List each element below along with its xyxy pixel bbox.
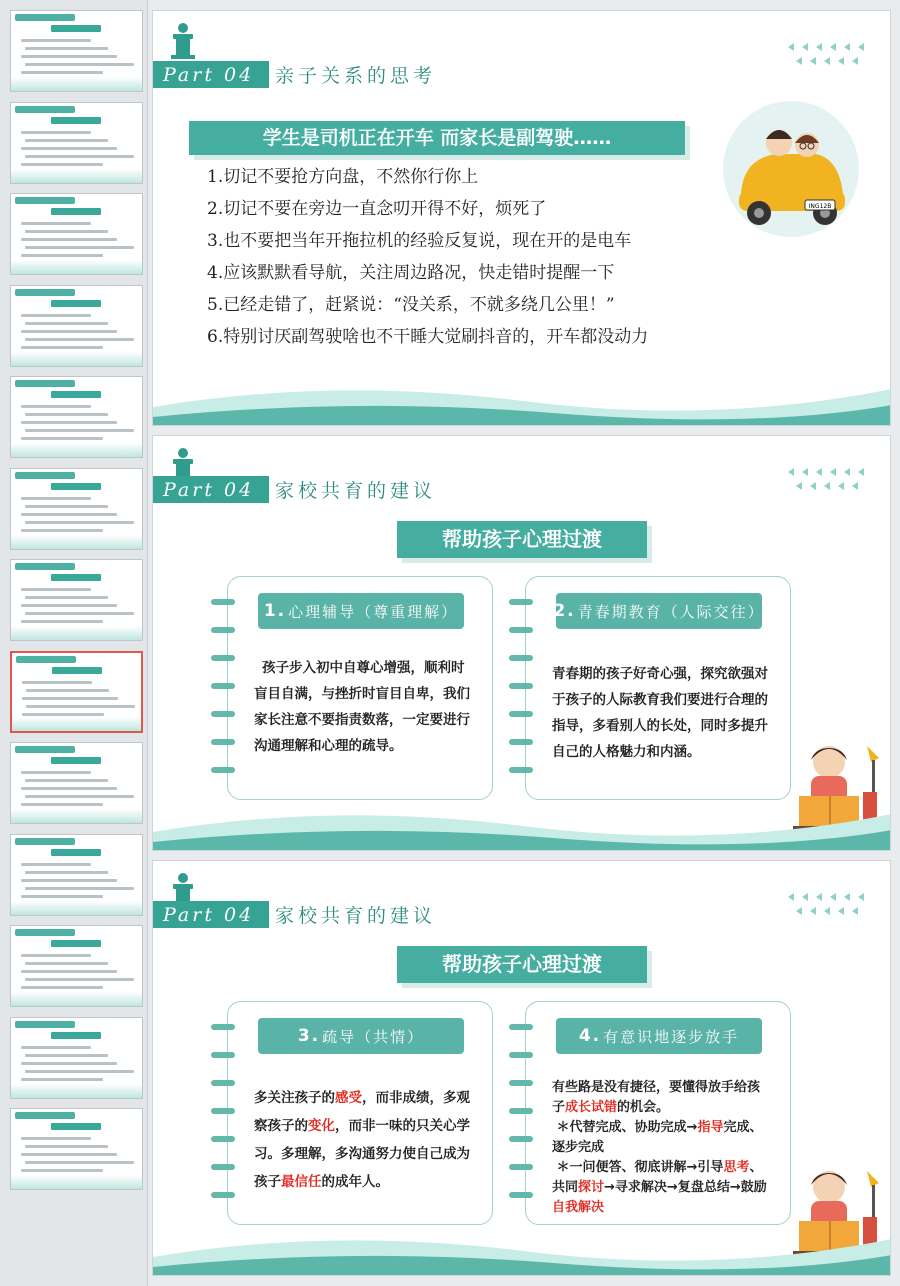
thumbnail-text-line xyxy=(21,863,91,866)
thumbnail-wave xyxy=(11,443,142,457)
thumbnail-text-line xyxy=(21,803,103,806)
thumbnail-header xyxy=(15,1112,75,1119)
thumbnail-wave xyxy=(11,169,142,183)
slide-thumbnail[interactable] xyxy=(10,1108,143,1190)
part-label: Part 04 xyxy=(153,901,269,928)
car-driver-illustration xyxy=(721,99,861,239)
thumbnail-header xyxy=(15,929,75,936)
slide-thumbnail[interactable] xyxy=(10,102,143,184)
thumbnail-text-line xyxy=(21,238,117,241)
thumbnail-text-line xyxy=(25,1145,108,1148)
thumbnail-wave xyxy=(12,717,141,731)
thumbnail-text-line xyxy=(25,63,134,66)
thumbnail-text-line xyxy=(21,895,103,898)
list-item: 1.切记不要抢方向盘，不然你行你上 xyxy=(207,167,479,187)
thumbnail-header xyxy=(16,656,76,663)
slide-thumbnail[interactable] xyxy=(10,925,143,1007)
thumbnail-header xyxy=(15,289,75,296)
thumbnail-text-line xyxy=(25,246,134,249)
body-text: 、共同 xyxy=(552,1160,763,1195)
list-item: 6.特别讨厌副驾驶啥也不干睡大觉刷抖音的，开车都没动力 xyxy=(207,327,649,347)
part-label: Part 04 xyxy=(153,476,269,503)
triangle-dots-decoration xyxy=(788,468,868,494)
thumbnail-text-line xyxy=(21,1137,91,1140)
slide-thumbnail[interactable] xyxy=(10,1017,143,1099)
thumbnail-banner xyxy=(51,849,101,856)
thumbnail-text-line xyxy=(25,795,134,798)
card-body: 青春期的孩子好奇心强，探究欲强对于孩子的人际教育我们要进行合理的指导，多看别人的长处，同时多提升自己的人格魅力和内涵。 xyxy=(552,666,768,760)
thumbnail-header xyxy=(15,1021,75,1028)
thumbnail-text-line xyxy=(25,139,108,142)
highlight-text: 指导 xyxy=(697,1120,724,1135)
thumbnail-banner xyxy=(51,208,101,215)
thumbnail-text-line xyxy=(21,55,117,58)
thumbnail-wave xyxy=(11,1084,142,1098)
thumbnail-text-line xyxy=(25,338,134,341)
triangle-dots-decoration xyxy=(788,893,868,919)
thumbnail-text-line xyxy=(21,437,103,440)
slide-thumbnail[interactable] xyxy=(10,285,143,367)
thumbnail-text-line xyxy=(21,604,117,607)
thumbnail-text-line xyxy=(25,612,134,615)
card-title: 1. 心理辅导（尊重理解） xyxy=(258,593,464,629)
slide-thumbnail[interactable] xyxy=(10,742,143,824)
thumbnail-text-line xyxy=(25,413,108,416)
thumbnail-text-line xyxy=(21,131,91,134)
card-body: 孩子步入初中自尊心增强，顺利时盲目自满，与挫折时盲目自卑，我们家长注意不要指责数落，一定要进行沟通理解和心理的疏导。 xyxy=(254,660,470,754)
thumbnail-banner xyxy=(51,1123,101,1130)
thumbnail-text-line xyxy=(25,1070,134,1073)
thumbnail-text-line xyxy=(21,954,91,957)
wave-decoration xyxy=(153,792,891,850)
podium-icon xyxy=(169,23,197,61)
body-text: 有些路是没有捷径，要懂得放手给孩子 xyxy=(552,1080,761,1115)
card-body xyxy=(254,1084,474,1196)
card-title: 2. 青春期教育（人际交往） xyxy=(556,593,762,629)
slide-header xyxy=(153,476,436,503)
highlight-text: 最信任 xyxy=(281,1174,322,1190)
thumbnail-text-line xyxy=(25,322,108,325)
card-title: 3. 疏导（共情） xyxy=(258,1018,464,1054)
wave-decoration xyxy=(153,367,891,425)
thumbnail-text-line xyxy=(21,986,103,989)
thumbnail-header xyxy=(15,380,75,387)
slide-thumbnail[interactable] xyxy=(10,10,143,92)
advice-card-3 xyxy=(227,1001,493,1225)
thumbnail-text-line xyxy=(21,39,91,42)
thumbnail-header xyxy=(15,197,75,204)
advice-card-1 xyxy=(227,576,493,800)
thumbnail-header xyxy=(15,106,75,113)
section-title: 家校共育的建议 xyxy=(275,480,437,502)
thumbnail-text-line xyxy=(21,529,103,532)
car-plate-text: ING12B xyxy=(808,203,832,210)
driver-rules-list xyxy=(207,161,648,353)
body-text: →寻求解决→复盘总结→鼓励 xyxy=(604,1180,767,1195)
card-body xyxy=(552,1078,772,1218)
thumbnail-text-line xyxy=(21,163,103,166)
thumbnail-text-line xyxy=(21,346,103,349)
thumbnail-text-line xyxy=(25,155,134,158)
thumbnail-text-line xyxy=(21,620,103,623)
thumbnail-header xyxy=(15,14,75,21)
thumbnail-text-line xyxy=(25,521,134,524)
thumbnail-text-line xyxy=(21,879,117,882)
thumbnail-header xyxy=(15,563,75,570)
body-text: 多关注孩子的 xyxy=(254,1090,335,1106)
body-text: 的机会。 ＊代替完成、协助完成→ xyxy=(556,1100,698,1135)
body-text: 完成、逐步完成 ＊一问便答、彻底讲解→引导 xyxy=(552,1120,763,1175)
slide-thumbnail[interactable] xyxy=(10,651,143,733)
thumbnail-text-line xyxy=(25,596,108,599)
thumbnail-text-line xyxy=(25,47,108,50)
advice-card-4 xyxy=(525,1001,791,1225)
thumbnail-text-line xyxy=(21,71,103,74)
slide-thumbnail[interactable] xyxy=(10,376,143,458)
slide-header xyxy=(153,61,436,88)
thumbnail-banner xyxy=(51,574,101,581)
thumbnail-banner xyxy=(51,25,101,32)
thumbnail-wave xyxy=(11,77,142,91)
body-text: 的成年人。 xyxy=(321,1174,389,1190)
section-title: 亲子关系的思考 xyxy=(275,65,437,87)
slide-header xyxy=(153,901,436,928)
thumbnail-text-line xyxy=(21,787,117,790)
list-item: 3.也不要把当年开拖拉机的经验反复说，现在开的是电车 xyxy=(207,231,632,251)
thumbnail-banner xyxy=(51,1032,101,1039)
highlight-text: 思考 xyxy=(723,1160,750,1175)
card-title: 4. 有意识地逐步放手 xyxy=(556,1018,762,1054)
thumbnail-text-line xyxy=(21,254,103,257)
main-banner: 学生是司机正在开车 而家长是副驾驶…… xyxy=(189,121,685,155)
thumbnail-wave xyxy=(11,992,142,1006)
thumbnail-text-line xyxy=(21,314,91,317)
thumbnail-banner xyxy=(52,667,102,674)
slide-thumbnail[interactable] xyxy=(10,559,143,641)
slide-thumbnail-panel xyxy=(0,0,148,1286)
thumbnail-header xyxy=(15,746,75,753)
thumbnail-banner xyxy=(51,391,101,398)
thumbnail-wave xyxy=(11,535,142,549)
part-label: Part 04 xyxy=(153,61,269,88)
main-banner: 帮助孩子心理过渡 xyxy=(397,521,647,558)
advice-card-2 xyxy=(525,576,791,800)
thumbnail-text-line xyxy=(21,222,91,225)
thumbnail-text-line xyxy=(25,887,134,890)
section-title: 家校共育的建议 xyxy=(275,905,437,927)
thumbnail-text-line xyxy=(25,505,108,508)
slide-thumbnail[interactable] xyxy=(10,468,143,550)
thumbnail-text-line xyxy=(22,713,104,716)
slide-parent-child xyxy=(152,10,891,426)
thumbnail-banner xyxy=(51,117,101,124)
thumbnail-banner xyxy=(51,940,101,947)
thumbnail-text-line xyxy=(21,1046,91,1049)
slide-home-school-2 xyxy=(152,860,891,1276)
thumbnail-text-line xyxy=(22,681,92,684)
highlight-text: 变化 xyxy=(308,1118,335,1134)
thumbnail-text-line xyxy=(25,871,108,874)
thumbnail-text-line xyxy=(21,147,117,150)
thumbnail-banner xyxy=(51,483,101,490)
thumbnail-text-line xyxy=(21,1169,103,1172)
thumbnail-banner xyxy=(51,300,101,307)
main-banner: 帮助孩子心理过渡 xyxy=(397,946,647,983)
thumbnail-text-line xyxy=(21,405,91,408)
thumbnail-wave xyxy=(11,901,142,915)
body-text: ，而非一味的只关心学习。多理解，多沟通努力使自己成为孩子 xyxy=(254,1118,470,1190)
slide-thumbnail[interactable] xyxy=(10,193,143,275)
thumbnail-text-line xyxy=(21,1078,103,1081)
thumbnail-wave xyxy=(11,626,142,640)
slide-home-school-1 xyxy=(152,435,891,851)
thumbnail-wave xyxy=(11,1175,142,1189)
thumbnail-banner xyxy=(51,757,101,764)
thumbnail-text-line xyxy=(22,697,118,700)
thumbnail-text-line xyxy=(21,970,117,973)
list-item: 2.切记不要在旁边一直念叨开得不好，烦死了 xyxy=(207,199,547,219)
thumbnail-text-line xyxy=(25,1161,134,1164)
thumbnail-text-line xyxy=(21,513,117,516)
thumbnail-text-line xyxy=(21,421,117,424)
body-text: ，而非成绩，多观察孩子的 xyxy=(254,1090,470,1134)
thumbnail-text-line xyxy=(26,689,109,692)
list-item: 5.已经走错了，赶紧说：“没关系，不就多绕几公里！” xyxy=(207,295,615,315)
highlight-text: 感受 xyxy=(335,1090,362,1106)
thumbnail-text-line xyxy=(25,962,108,965)
thumbnail-text-line xyxy=(25,978,134,981)
thumbnail-wave xyxy=(11,352,142,366)
highlight-text: 成长试错 xyxy=(565,1100,618,1115)
thumbnail-text-line xyxy=(21,330,117,333)
highlight-text: 自我解决 xyxy=(552,1200,605,1215)
thumbnail-text-line xyxy=(25,779,108,782)
thumbnail-text-line xyxy=(21,1062,117,1065)
thumbnail-wave xyxy=(11,260,142,274)
thumbnail-header xyxy=(15,472,75,479)
slide-thumbnail[interactable] xyxy=(10,834,143,916)
thumbnail-text-line xyxy=(21,497,91,500)
wave-decoration xyxy=(153,1217,891,1275)
thumbnail-text-line xyxy=(25,230,108,233)
list-item: 4.应该默默看导航，关注周边路况，快走错时提醒一下 xyxy=(207,263,615,283)
thumbnail-wave xyxy=(11,809,142,823)
thumbnail-header xyxy=(15,838,75,845)
thumbnail-text-line xyxy=(26,705,135,708)
thumbnail-text-line xyxy=(21,588,91,591)
thumbnail-text-line xyxy=(21,771,91,774)
thumbnail-text-line xyxy=(21,1153,117,1156)
thumbnail-text-line xyxy=(25,1054,108,1057)
thumbnail-text-line xyxy=(25,429,134,432)
highlight-text: 探讨 xyxy=(578,1180,605,1195)
triangle-dots-decoration xyxy=(788,43,868,69)
